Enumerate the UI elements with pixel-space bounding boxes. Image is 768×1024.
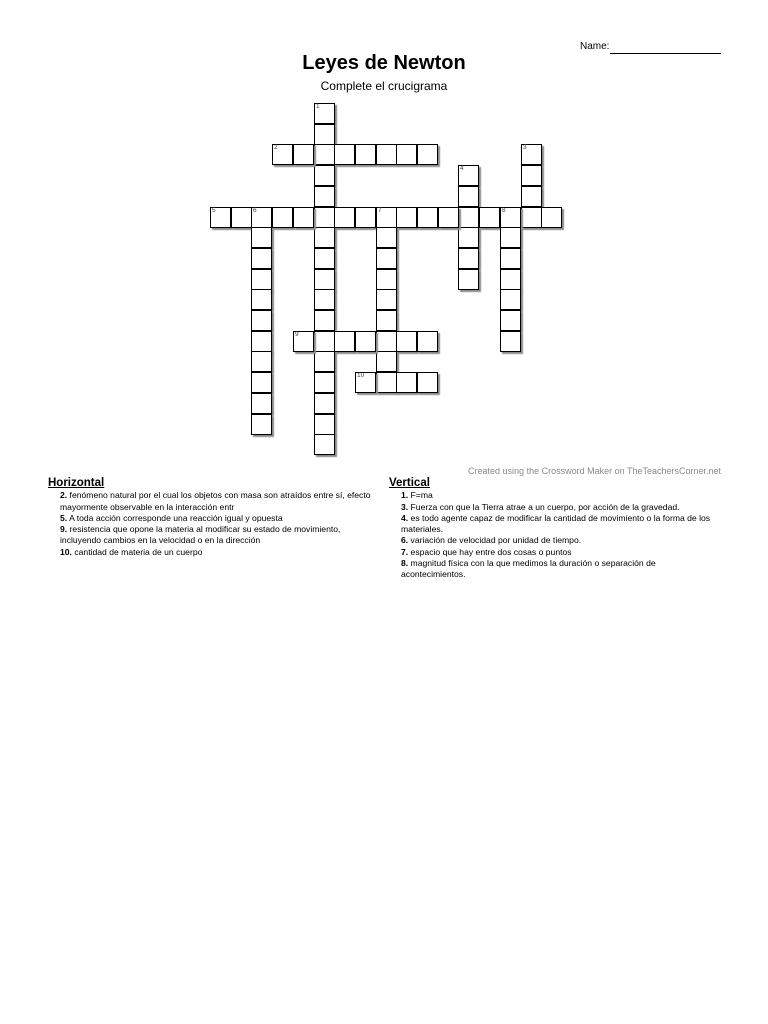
crossword-cell[interactable] — [521, 207, 542, 228]
clue-number: 10. — [60, 546, 72, 557]
crossword-cell[interactable] — [521, 186, 542, 207]
crossword-cell[interactable] — [314, 289, 335, 310]
crossword-cell[interactable] — [376, 269, 397, 290]
crossword-cell[interactable] — [314, 414, 335, 435]
crossword-grid — [0, 0, 768, 470]
clue-item — [389, 535, 721, 546]
down-clue-list — [389, 490, 721, 580]
crossword-cell[interactable] — [376, 372, 397, 393]
crossword-cell[interactable] — [334, 331, 355, 352]
crossword-cell[interactable] — [251, 414, 272, 435]
clue-text: magnitud física con la que medimos la duración o separación de acontecimientos. — [401, 558, 656, 580]
clue-text: F=ma — [408, 490, 433, 501]
crossword-cell[interactable] — [458, 269, 479, 290]
crossword-cell[interactable] — [376, 331, 397, 352]
crossword-cell[interactable] — [314, 248, 335, 269]
cell-number: 2 — [274, 144, 278, 151]
crossword-cell[interactable] — [458, 165, 479, 186]
clue-item — [48, 524, 378, 547]
crossword-cell[interactable] — [293, 331, 314, 352]
crossword-cell[interactable] — [314, 372, 335, 393]
clue-item — [48, 513, 378, 524]
clue-number: 2. — [60, 490, 68, 501]
crossword-cell[interactable] — [396, 331, 417, 352]
clue-item — [48, 547, 378, 558]
clue-text: cantidad de materia de un cuerpo — [71, 546, 203, 557]
crossword-cell[interactable] — [251, 372, 272, 393]
crossword-cell[interactable] — [521, 165, 542, 186]
crossword-cell[interactable] — [334, 144, 355, 165]
cell-number: 3 — [523, 144, 527, 151]
cell-number: 4 — [460, 165, 464, 172]
cell-number: 10 — [357, 372, 365, 379]
clue-text: A toda acción corresponde una reacción igual y opuesta — [67, 512, 283, 523]
across-heading: Horizontal — [48, 477, 105, 489]
crossword-cell[interactable] — [314, 207, 335, 228]
crossword-cell[interactable] — [376, 207, 397, 228]
crossword-cell[interactable] — [355, 207, 376, 228]
crossword-cell[interactable] — [231, 207, 252, 228]
crossword-cell[interactable] — [500, 310, 521, 331]
crossword-cell[interactable] — [479, 207, 500, 228]
crossword-cell[interactable] — [314, 351, 335, 372]
crossword-cell[interactable] — [314, 331, 335, 352]
crossword-cell[interactable] — [251, 207, 272, 228]
crossword-cell[interactable] — [355, 372, 376, 393]
crossword-cell[interactable] — [500, 269, 521, 290]
crossword-cell[interactable] — [500, 207, 521, 228]
crossword-cell[interactable] — [314, 103, 335, 124]
crossword-cell[interactable] — [376, 351, 397, 372]
down-clues — [389, 478, 721, 581]
clue-text: es todo agente capaz de modificar la cantidad de movimiento o la forma de los materiales. — [401, 512, 711, 535]
clue-item — [389, 490, 721, 501]
crossword-cell[interactable] — [376, 310, 397, 331]
crossword-cell[interactable] — [396, 144, 417, 165]
crossword-cell[interactable] — [500, 289, 521, 310]
crossword-cell[interactable] — [314, 269, 335, 290]
crossword-cell[interactable] — [521, 144, 542, 165]
crossword-cell[interactable] — [314, 227, 335, 248]
crossword-cell[interactable] — [314, 393, 335, 414]
crossword-cell[interactable] — [293, 144, 314, 165]
cell-number: 1 — [316, 103, 320, 110]
crossword-cell[interactable] — [251, 310, 272, 331]
name-label: Name: — [580, 41, 610, 52]
page-subtitle: Complete el crucigrama — [320, 79, 448, 93]
crossword-cell[interactable] — [500, 248, 521, 269]
crossword-cell[interactable] — [417, 331, 438, 352]
crossword-cell[interactable] — [417, 144, 438, 165]
crossword-cell[interactable] — [376, 248, 397, 269]
clue-item — [389, 502, 721, 513]
crossword-cell[interactable] — [272, 207, 293, 228]
clue-number: 6. — [401, 535, 409, 546]
clue-item — [389, 558, 721, 581]
crossword-cell[interactable] — [314, 310, 335, 331]
crossword-cell[interactable] — [438, 207, 459, 228]
crossword-cell[interactable] — [251, 289, 272, 310]
clue-text: espacio que hay entre dos cosas o puntos — [408, 546, 572, 557]
cell-number: 5 — [212, 207, 216, 214]
crossword-cell[interactable] — [458, 227, 479, 248]
clue-number: 4. — [401, 512, 409, 523]
clue-number: 8. — [401, 558, 409, 569]
clue-text: fenómeno natural por el cual los objetos con masa son atraídos entre sí, efecto mayormente observable en la interacción entr — [60, 490, 371, 512]
crossword-cell[interactable] — [541, 207, 562, 228]
crossword-cell[interactable] — [314, 124, 335, 145]
clue-number: 1. — [401, 490, 409, 501]
crossword-cell[interactable] — [251, 227, 272, 248]
crossword-cell[interactable] — [251, 331, 272, 352]
credit-text: Created using the Crossword Maker on TheTeachersCorner.net — [468, 466, 721, 476]
crossword-cell[interactable] — [376, 289, 397, 310]
clue-text: Fuerza con que la Tierra atrae a un cuerpo, por acción de la gravedad. — [408, 501, 680, 512]
crossword-cell[interactable] — [314, 186, 335, 207]
crossword-cell[interactable] — [417, 207, 438, 228]
across-clues — [48, 478, 378, 558]
crossword-cell[interactable] — [458, 186, 479, 207]
crossword-cell[interactable] — [251, 393, 272, 414]
crossword-cell[interactable] — [314, 165, 335, 186]
crossword-cell[interactable] — [210, 207, 231, 228]
crossword-cell[interactable] — [251, 248, 272, 269]
cell-number: 9 — [295, 331, 299, 338]
clue-item — [48, 490, 378, 513]
clue-number: 5. — [60, 512, 68, 523]
crossword-cell[interactable] — [355, 144, 376, 165]
page-title: Leyes de Newton — [302, 52, 466, 74]
crossword-cell[interactable] — [396, 372, 417, 393]
cell-number: 6 — [253, 207, 257, 214]
crossword-cell[interactable] — [500, 331, 521, 352]
cell-number: 8 — [502, 207, 506, 214]
clue-number: 7. — [401, 546, 409, 557]
crossword-cell[interactable] — [251, 269, 272, 290]
crossword-cell[interactable] — [272, 144, 293, 165]
clue-item — [389, 513, 721, 536]
across-clue-list — [48, 490, 378, 558]
crossword-cell[interactable] — [314, 144, 335, 165]
crossword-cell[interactable] — [293, 207, 314, 228]
crossword-cell[interactable] — [417, 372, 438, 393]
clue-number: 9. — [60, 524, 68, 535]
crossword-cell[interactable] — [458, 207, 479, 228]
clue-number: 3. — [401, 501, 409, 512]
crossword-cell[interactable] — [251, 351, 272, 372]
cell-number: 7 — [378, 207, 382, 214]
crossword-cell[interactable] — [500, 227, 521, 248]
crossword-cell[interactable] — [314, 434, 335, 455]
down-heading: Vertical — [389, 477, 430, 489]
crossword-cell[interactable] — [376, 227, 397, 248]
crossword-cell[interactable] — [334, 207, 355, 228]
crossword-cell[interactable] — [396, 207, 417, 228]
crossword-cell[interactable] — [376, 144, 397, 165]
clue-text: variación de velocidad por unidad de tiempo. — [408, 535, 582, 546]
clue-item — [389, 547, 721, 558]
crossword-cell[interactable] — [458, 248, 479, 269]
crossword-cell[interactable] — [355, 331, 376, 352]
clue-text: resistencia que opone la materia al modificar su estado de movimiento, incluyendo cambios en la velocidad o en la dirección — [60, 524, 341, 546]
